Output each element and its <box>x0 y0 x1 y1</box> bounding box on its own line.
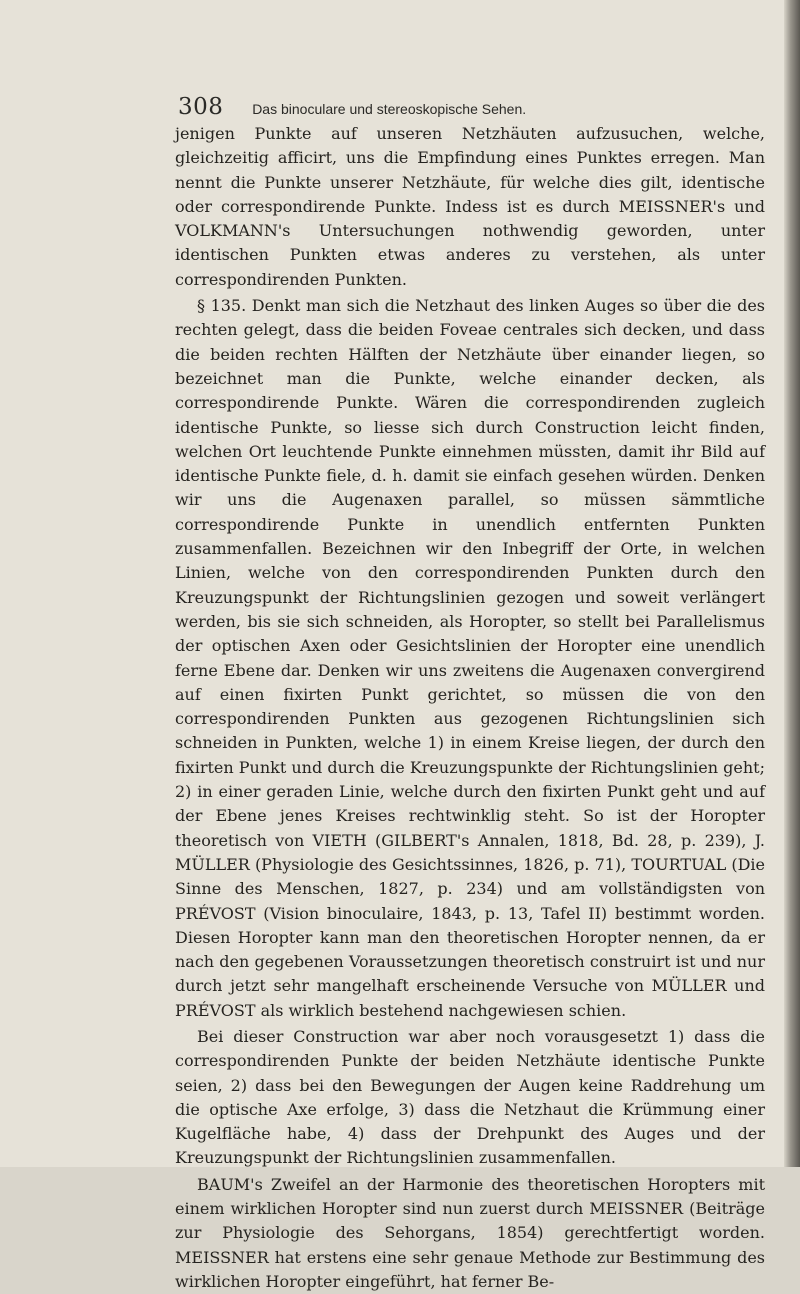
page-number: 308 <box>178 94 224 120</box>
running-title: Das binoculare und stereoskopische Sehen. <box>252 101 527 117</box>
body-text <box>175 122 765 1294</box>
page-edge-shadow <box>784 0 800 1167</box>
paragraph-1: jenigen Punkte auf unseren Netzhäuten aufzusuchen, welche, gleichzeitig afficirt, uns die Empfindung eines Punktes erregen. Man nennt die Punkte unserer Netzhäute, für welche dies gilt, identische oder correspondirende Punkte. Indess ist es durch MEISSNER's und VOLKMANN's Untersuchungen nothwendig geworden, unter identischen Punkten etwas anderes zu verstehen, als unter correspondirenden Punkten. <box>175 124 765 289</box>
paragraph-4: BAUM's Zweifel an der Harmonie des theoretischen Horopters mit einem wirklichen Horopter sind nun zuerst durch MEISSNER (Beiträge zur Physiologie des Sehorgans, 1854) gerechtfertigt worden. MEISSNER hat erstens eine sehr genaue Methode zur Bestimmung des wirklichen Horopter eingeführt, hat ferner Be- <box>175 1174 765 1291</box>
paragraph-3: Bei dieser Construction war aber noch vorausgesetzt 1) dass die correspondirenden Punkte der beiden Netzhäute identische Punkte seien, 2) dass bei den Bewegungen der Augen keine Raddrehung um die optische Axe erfolge, 3) dass die Netzhaut die Krümmung einer Kugelfläche habe, 4) dass der Drehpunkt des Auges und der Kreuzungspunkt der Richtungslinien zusammenfallen. <box>175 1026 765 1168</box>
paragraph-2: § 135. Denkt man sich die Netzhaut des linken Auges so über die des rechten gelegt, dass die beiden Foveae centrales sich decken, und dass die beiden rechten Hälften der Netzhäute über einander liegen, so bezeichnet man die Punkte, welche einander decken, als correspondirende Punkte. Wären die correspondirenden zugleich identische Punkte, so liesse sich durch Construction leicht finden, welchen Ort leuchtende Punkte einnehmen müssten, damit ihr Bild auf identische Punkte fiele, d. h. damit sie einfach gesehen würden. Denken wir uns die Augenaxen parallel, so müssen sämmtliche correspondirende Punkte in unendlich entfernten Punkten zusammenfallen. Bezeichnen wir den Inbegriff der Orte, in welchen Linien, welche von den correspondirenden Punkten durch den Kreuzungspunkt der Richtungslinien gezogen und soweit verlängert werden, bis sie sich schneiden, als Horopter, so stellt bei Parallelismus der optischen Axen oder Gesichtslinien der Horopter eine unendlich ferne Ebene dar. Denken wir uns zweitens die Augenaxen convergirend auf einen fixirten Punkt gerichtet, so müssen die von den correspondirenden Punkten aus gezogenen Richtungslinien sich schneiden in Punkten, welche 1) in einem Kreise liegen, der durch den fixirten Punkt und durch die Kreuzungspunkte der Richtungslinien geht; 2) in einer geraden Linie, welche durch den fixirten Punkt geht und auf der Ebene jenes Kreises rechtwinklig steht. So ist der Horopter theoretisch von VIETH (GILBERT's Annalen, 1818, Bd. 28, p. 239), J. MÜLLER (Physiologie des Gesichtssinnes, 1826, p. 71), TOURTUAL (Die Sinne des Menschen, 1827, p. 234) und am vollständigsten von PRÉVOST (Vision binoculaire, 1843, p. 13, Tafel II) bestimmt worden. Diesen Horopter kann man den theoretischen Horopter nennen, da er nach den gegebenen Voraussetzungen theoretisch construirt ist und nur durch jetzt sehr mangelhaft erscheinende Versuche von MÜLLER und PRÉVOST als wirklich bestehend nachgewiesen schien. <box>175 296 765 1020</box>
page-header <box>178 94 738 120</box>
